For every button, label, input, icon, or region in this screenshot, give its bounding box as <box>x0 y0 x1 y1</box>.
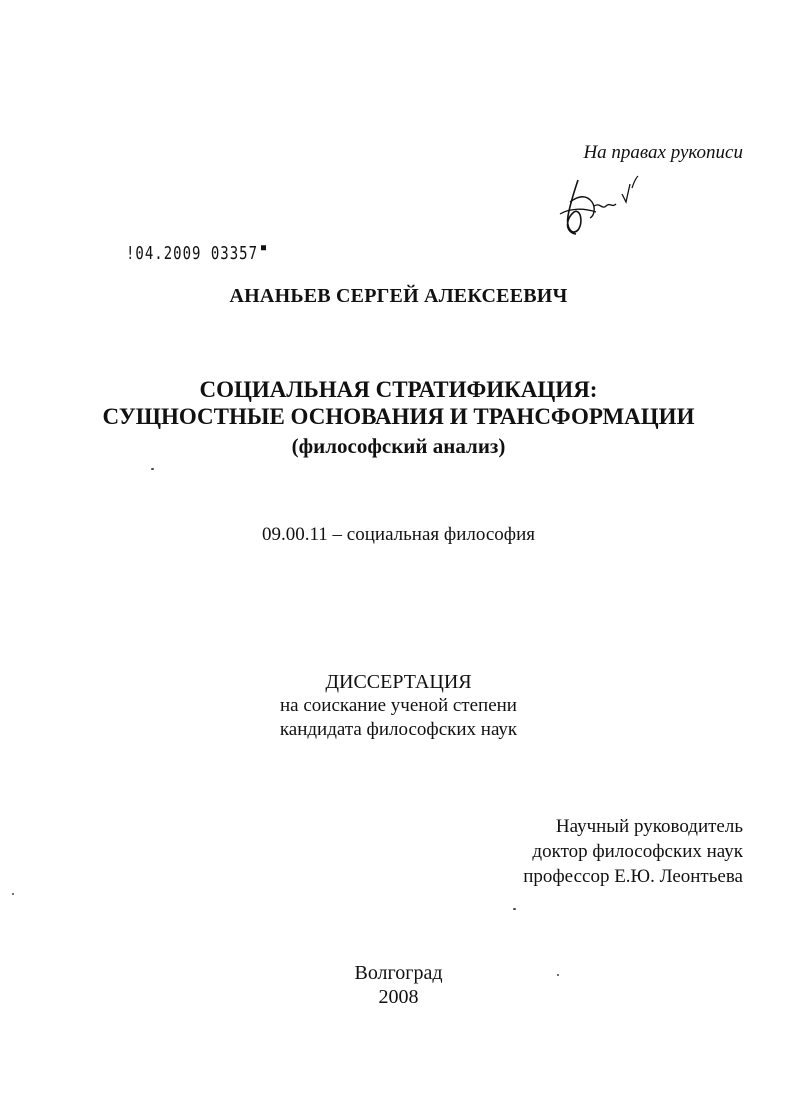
library-code <box>126 244 266 264</box>
rights-note: На правах рукописи <box>583 142 743 163</box>
library-code-text: !04.2009 03357 <box>126 244 259 264</box>
code-mark <box>261 245 266 250</box>
signature-icon <box>556 172 646 244</box>
supervisor-degree: доктор философских наук <box>532 841 743 862</box>
title-line-1: СОЦИАЛЬНАЯ СТРАТИФИКАЦИЯ: <box>199 377 598 402</box>
dissertation-degree-line: на соискание ученой степени <box>280 695 517 716</box>
scan-speck <box>513 908 516 910</box>
title-line-2: СУЩНОСТНЫЕ ОСНОВАНИЯ И ТРАНСФОРМАЦИИ <box>102 404 695 429</box>
title-line-3: (философский анализ) <box>291 434 506 458</box>
city: Волгоград <box>354 962 443 984</box>
year: 2008 <box>378 986 419 1008</box>
dissertation-field-line: кандидата философских наук <box>279 719 518 740</box>
scan-speck <box>557 974 559 976</box>
author-name: АНАНЬЕВ СЕРГЕЙ АЛЕКСЕЕВИЧ <box>229 285 568 307</box>
scan-speck <box>12 893 14 895</box>
scan-speck <box>151 468 154 470</box>
specialty-code: 09.00.11 – социальная философия <box>262 524 535 545</box>
supervisor-role: Научный руководитель <box>555 816 743 837</box>
dissertation-heading: ДИССЕРТАЦИЯ <box>325 671 472 693</box>
supervisor-name: профессор Е.Ю. Леонтьева <box>523 866 743 887</box>
